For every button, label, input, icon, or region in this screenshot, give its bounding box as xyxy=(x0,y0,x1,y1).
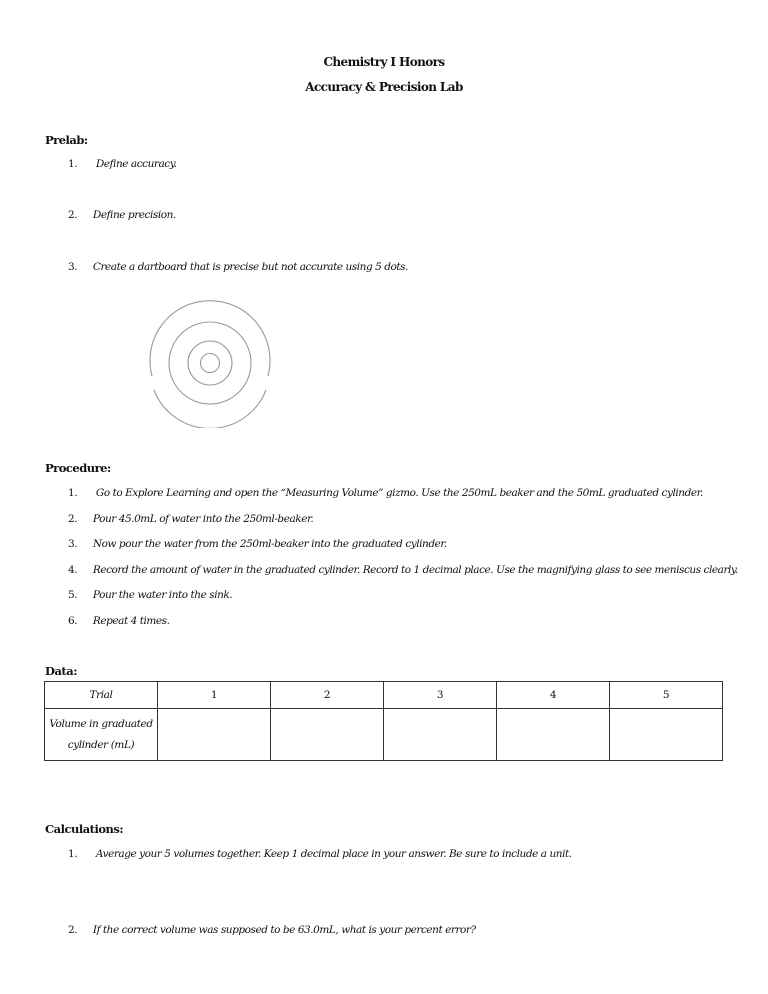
dartboard-ring-2 xyxy=(188,341,232,385)
dartboard-ring-outer-lower xyxy=(154,390,266,428)
table-row-trials xyxy=(45,682,723,709)
prelab-item-text: Define accuracy. xyxy=(95,158,177,170)
procedure-item-text: Record the amount of water in the graduated cylinder. Record to 1 decimal place. Use the magnifying glass to see meniscus clearly. xyxy=(92,564,738,576)
volume-entry-cell[interactable] xyxy=(610,709,723,761)
dartboard-target-image xyxy=(148,298,274,428)
procedure-item-text: Pour the water into the sink. xyxy=(92,589,233,601)
row-header-volume-line2: cylinder (mL) xyxy=(67,738,135,751)
calculations-heading: Calculations: xyxy=(45,822,124,836)
trial-number-cell: 5 xyxy=(610,682,723,709)
dartboard-ring-inner xyxy=(201,354,220,373)
procedure-item-number: 4. xyxy=(68,564,78,576)
procedure-item-number: 5. xyxy=(68,589,78,601)
volume-entry-cell[interactable] xyxy=(497,709,610,761)
calculations-item-number: 1. xyxy=(68,848,78,860)
procedure-item xyxy=(68,589,232,601)
calculations-item-text: If the correct volume was supposed to be 63.0mL, what is your percent error? xyxy=(92,924,476,936)
dartboard-ring-outer-upper xyxy=(150,301,270,376)
procedure-item xyxy=(68,513,313,525)
prelab-item xyxy=(68,158,177,170)
prelab-item-text: Create a dartboard that is precise but not accurate using 5 dots. xyxy=(92,261,409,273)
row-header-volume-line1: Volume in graduated xyxy=(49,717,153,730)
procedure-item xyxy=(68,538,447,550)
prelab-item-number: 2. xyxy=(68,209,78,221)
row-header-volume xyxy=(45,709,158,761)
trial-number-cell: 1 xyxy=(158,682,271,709)
calculations-item xyxy=(68,848,572,860)
trial-number-cell: 2 xyxy=(271,682,384,709)
calculations-item xyxy=(68,924,476,936)
volume-entry-cell[interactable] xyxy=(384,709,497,761)
procedure-item-number: 2. xyxy=(68,513,78,525)
procedure-item xyxy=(68,564,738,576)
procedure-item-number: 1. xyxy=(68,487,78,499)
table-row-volume xyxy=(45,709,723,761)
calculations-item-number: 2. xyxy=(68,924,78,936)
procedure-item-text: Pour 45.0mL of water into the 250ml-beaker. xyxy=(92,513,314,525)
procedure-item xyxy=(68,487,703,499)
procedure-item-text: Go to Explore Learning and open the “Measuring Volume” gizmo. Use the 250mL beaker and the 50mL graduated cylinder. xyxy=(95,487,703,499)
data-table xyxy=(44,681,723,761)
procedure-item xyxy=(68,615,170,627)
prelab-item xyxy=(68,209,176,221)
volume-entry-cell[interactable] xyxy=(271,709,384,761)
calculations-item-text: Average your 5 volumes together. Keep 1 decimal place in your answer. Be sure to include a unit. xyxy=(95,848,572,860)
procedure-heading: Procedure: xyxy=(45,461,111,475)
procedure-item-number: 3. xyxy=(68,538,78,550)
data-heading: Data: xyxy=(45,664,77,678)
prelab-item xyxy=(68,261,408,273)
lab-title: Accuracy & Precision Lab xyxy=(305,80,463,94)
procedure-item-text: Now pour the water from the 250ml-beaker into the graduated cylinder. xyxy=(92,538,447,550)
course-title: Chemistry I Honors xyxy=(323,55,445,69)
trial-number-cell: 3 xyxy=(384,682,497,709)
prelab-item-number: 1. xyxy=(68,158,78,170)
prelab-item-number: 3. xyxy=(68,261,78,273)
prelab-item-text: Define precision. xyxy=(92,209,176,221)
dartboard-ring-3 xyxy=(169,322,251,404)
volume-entry-cell[interactable] xyxy=(158,709,271,761)
prelab-heading: Prelab: xyxy=(45,133,88,147)
trial-number-cell: 4 xyxy=(497,682,610,709)
procedure-item-number: 6. xyxy=(68,615,78,627)
procedure-item-text: Repeat 4 times. xyxy=(92,615,170,627)
row-header-trial: Trial xyxy=(45,682,158,709)
